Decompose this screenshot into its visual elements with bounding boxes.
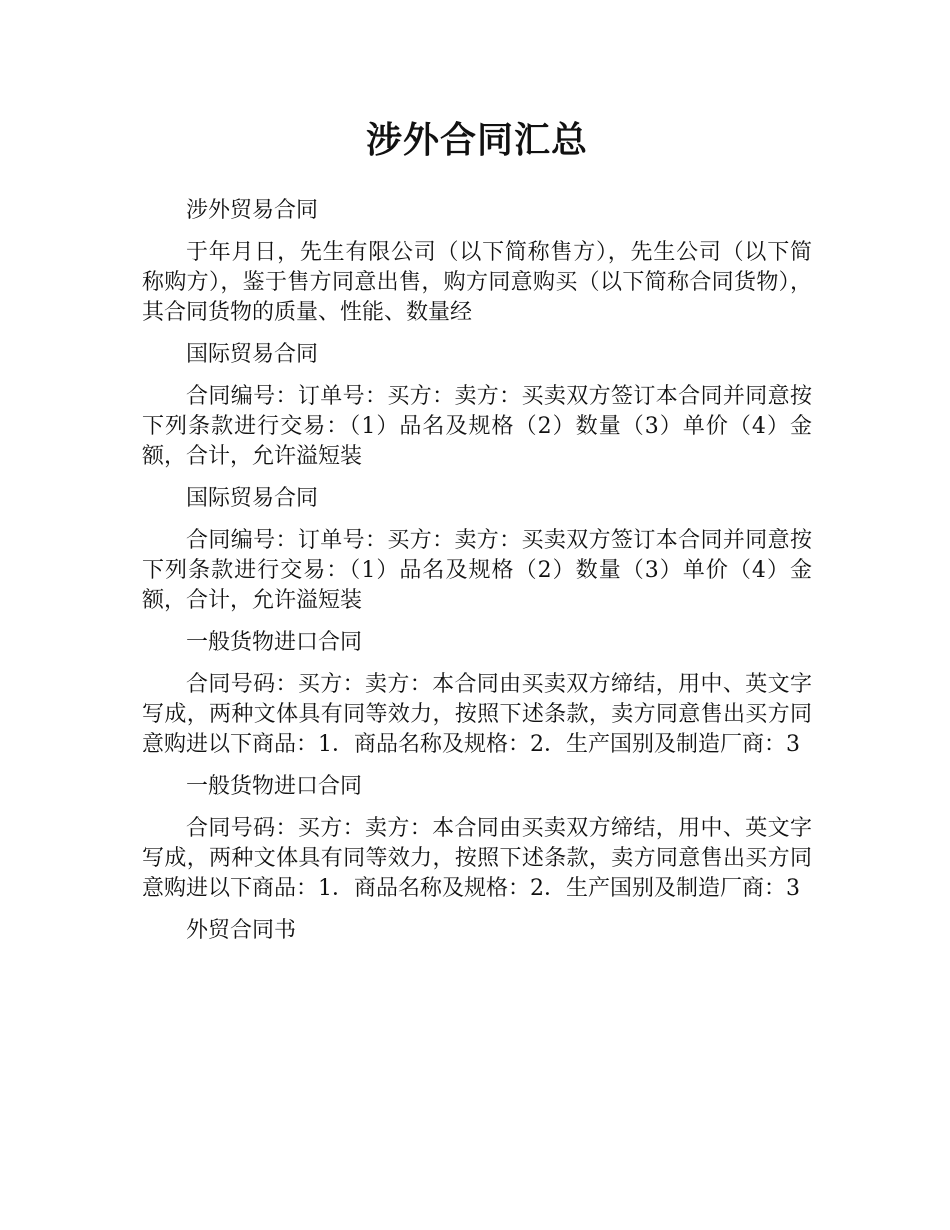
contract-section xyxy=(142,916,812,946)
section-body: 于年月日，先生有限公司（以下简称售方），先生公司（以下简称购方），鉴于售方同意出售，购方同意购买（以下简称合同货物），其合同货物的质量、性能、数量经 xyxy=(142,240,812,325)
section-body: 合同编号：订单号：买方：卖方：买卖双方签订本合同并同意按下列条款进行交易：（1）品名及规格（2）数量（3）单价（4）金额，合计，允许溢短装 xyxy=(142,528,812,613)
section-heading: 国际贸易合同 xyxy=(186,342,319,367)
section-body: 合同号码：买方：卖方：本合同由买卖双方缔结，用中、英文字写成，两种文体具有同等效力，按照下述条款，卖方同意售出买方同意购进以下商品：1．商品名称及规格：2．生产国别及制造厂商：3 xyxy=(142,816,812,901)
section-body: 合同号码：买方：卖方：本合同由买卖双方缔结，用中、英文字写成，两种文体具有同等效力，按照下述条款，卖方同意售出买方同意购进以下商品：1．商品名称及规格：2．生产国别及制造厂商：3 xyxy=(142,672,812,757)
contract-section xyxy=(142,628,812,760)
section-heading: 一般货物进口合同 xyxy=(186,630,363,655)
contract-section xyxy=(142,484,812,616)
section-heading: 涉外贸易合同 xyxy=(186,198,319,223)
section-heading: 一般货物进口合同 xyxy=(186,774,363,799)
document-title: 涉外合同汇总 xyxy=(365,120,588,161)
section-body: 合同编号：订单号：买方：卖方：买卖双方签订本合同并同意按下列条款进行交易：（1）品名及规格（2）数量（3）单价（4）金额，合计，允许溢短装 xyxy=(142,384,812,469)
section-heading: 国际贸易合同 xyxy=(186,486,319,511)
contract-section xyxy=(142,772,812,904)
contract-section xyxy=(142,340,812,472)
contract-section xyxy=(142,196,812,328)
section-heading: 外贸合同书 xyxy=(186,918,297,943)
document-page xyxy=(142,110,812,958)
